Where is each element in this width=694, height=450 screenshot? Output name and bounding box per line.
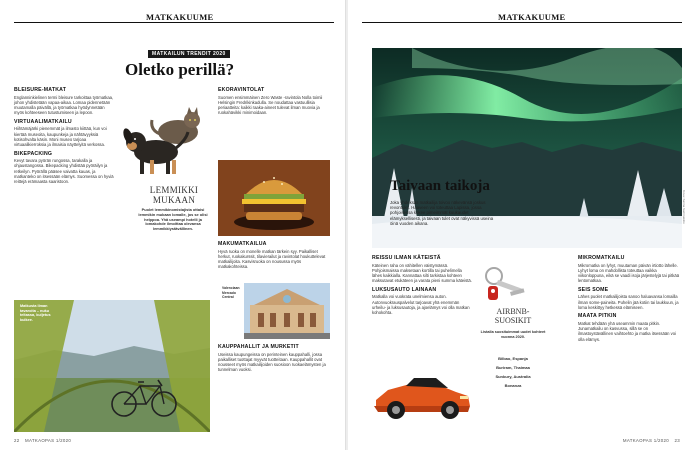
section-body: Useissa kaupungeissa on perinteinen kauppahalli, jossa paikalliset tuottajat myyvät tuotteitaan. Kauppahallit ovat nousseet myös matkailijoiden suosioon ruokaelämysten ja tunnelman vuoksi.	[218, 351, 326, 373]
section-header-left: MATKAKUUME	[146, 12, 214, 22]
feature-tag: MATKAILUN TRENDIT 2020	[148, 50, 230, 58]
airbnb-city-list	[480, 354, 546, 390]
section-body: Matkat tehdään yhä useammin maata pitkin. Junamatkailu on kasvussa, sillä se on ilmastoystävällinen vaihtoehto ja matka itsessään voi olla elämys.	[578, 320, 676, 342]
right-column-1	[372, 255, 472, 319]
keys-photo	[480, 258, 532, 308]
section-heading: MAKUMATKAILUA	[218, 241, 267, 247]
airbnb-intro: Listalla suosituimmat uudet kohteet vuonna 2020.	[480, 330, 546, 339]
section-heading: MAATA PITKIN	[578, 313, 617, 320]
section-body: Käteinen raha on vähitellen väistymässä. Pohjoismaissa maksetaan kortilla tai puhelimella lähes kaikkialla. Kannattaa silti tarkistaa kohteen maksutavat etukäteen ja varata pieni summa käteistä.	[372, 262, 472, 284]
footer-left	[14, 438, 71, 443]
section-body: Mikromatka on lyhyt, muutaman päivän irtiotto lähelle. Lyhyt loma on mahdollista toteuttaa vaikka viikonloppuna, eikä se vaadi isoja järjestelyjä tai pitkää lentomatkaa.	[578, 262, 680, 284]
section-heading: VIRTUAALIMATKAILU	[14, 118, 72, 125]
section-body: Kevyt tavara pyörän rungossa, tarakalla ja ohjaustangossa. Bikepacking yhdistää pyöräilyn ja retkeilyn. Pyörällä pääsee vaivatta kauas, ja matkanteko on itsessään elämys. Suomessa on hyviä reittejä erämaasta saaristoon.	[14, 158, 114, 184]
section-body: Hyvä ruoka on monelle matkan tärkein syy. Paikalliset herkut, ruokakurssit, tilavierailut ja ravintolat houkuttelevat matkailijoita. Kasvisruoka on nousussa myös matkakohteissa.	[218, 248, 326, 270]
page-number: 23	[674, 438, 680, 443]
lemmikki-body: Puolet lemmikinomistajista ottaisi lemmikin mukaan lomalle, jos se olisi helppoa. Yhä useampi hotelli ja lomakohde ilmoittaa olevansa lemmikkiystävällinen.	[138, 207, 208, 232]
hero-title: Taivaan taikoja	[390, 178, 490, 194]
pets-photo	[116, 90, 208, 180]
right-column-2	[578, 255, 682, 345]
lemmikki-title: LEMMIKKI MUKAAN	[149, 185, 199, 205]
middle-column	[218, 87, 330, 119]
page-number: 22	[14, 438, 20, 443]
tent-caption: Matkusta ilman tavaroita – nuku teltassa, kuljetus kulkee.	[20, 304, 51, 322]
market-caption: Valenciaan Mercado Central	[222, 286, 240, 300]
airbnb-city: Bonanza	[504, 383, 522, 388]
section-heading: EKORAVINTOLAT	[218, 87, 265, 93]
section-body: Englanninkielinen termi bleisure tarkoittaa työmatkaa, johon yhdistetään vapaa-aikaa. Lomaa pidennetään muutamalla päivällä, ja työmatkaa hyödynnetään myös kohteeseen tutustumiseen ja lepoon.	[14, 94, 114, 116]
section-body: Matkalla voi vuokrata unelmiensa auton. Autonvuokrauspalvelut tarjoavat yhä enemmän urheilu- ja luksusautoja, ja ajoelämys voi olla matkan kohokohta.	[372, 294, 470, 315]
section-body: Hiihtämäjärki pienemmät ja ilmasto kiittää, kun voi kiertää museoita, kaupunkeja ja nähtävyyksiä kotisohvalta käsin. Moni museo tarjoaa virtuaalikierroksia ja ilmaisia näyttelyitä verkossa.	[14, 126, 107, 147]
left-column-1	[14, 87, 114, 188]
burger-photo	[218, 160, 330, 236]
right-page	[348, 0, 694, 450]
feature-title: Oletko perillä?	[125, 60, 235, 79]
header-rule	[362, 22, 682, 23]
section-heading: BLEISURE-MATKAT	[14, 87, 67, 93]
market-photo	[244, 283, 330, 339]
airbnb-box	[480, 308, 546, 436]
photo-credit: Kuva: Sanna Sammakkio	[682, 190, 686, 224]
hero-body: Joka yhdeksäs matkailija toivoo näkevänsä joskus revontulet. Haaveen voi toteuttaa Lapissa, jossa pohjoisessa kokee pimeimmät kuukaudet elämyksellisesti, ja taivaan tulet ovat näkyvissä useina öinä vuoden aikana.	[390, 200, 494, 226]
section-body: Lähes puolet matkailijoista sanoo haluavansa lomailla ilman some-paineita. Puhelin jää kotiin tai laukkuun, ja loma keskittyy hetkessä elämiseen.	[578, 294, 679, 310]
section-heading: MIKROMATKAILU	[578, 255, 625, 261]
airbnb-city: Buriram, Thaimaa	[496, 365, 530, 370]
footer-right	[623, 438, 680, 443]
section-heading: KAUPPAHALLIT JA MURKETIT	[218, 344, 299, 350]
middle-column-3	[218, 344, 330, 376]
car-photo	[370, 362, 474, 424]
section-heading: BIKEPACKING	[14, 150, 53, 157]
magazine-name: MATKAOPAS 1/2020	[622, 438, 669, 443]
airbnb-title: AIRBNB-SUOSIKIT	[494, 307, 532, 325]
section-heading: SEIS SOME	[578, 286, 609, 293]
header-rule	[14, 22, 334, 23]
section-heading: LUKSUSAUTO LAINAAN	[372, 286, 437, 293]
airbnb-city: Bilbao, Espanja	[498, 356, 528, 361]
section-body: Suomen ensimmäinen Zero Waste -ravintola Nolla toimii Helsingin Fredrikinkadulla. Se noudattaa vastuullisia periaatteita: kaikki raaka-aineet tulevat ilman muovia ja ruokahävikki minimoidaan.	[218, 94, 323, 116]
section-heading: REISSU ILMAN KÄTEISTÄ	[372, 255, 441, 261]
left-page	[0, 0, 346, 450]
airbnb-city: Sunbury, Australia	[495, 374, 531, 379]
middle-column-2	[218, 241, 330, 273]
magazine-name: MATKAOPAS 1/2020	[25, 438, 72, 443]
section-header-right: MATKAKUUME	[498, 12, 566, 22]
